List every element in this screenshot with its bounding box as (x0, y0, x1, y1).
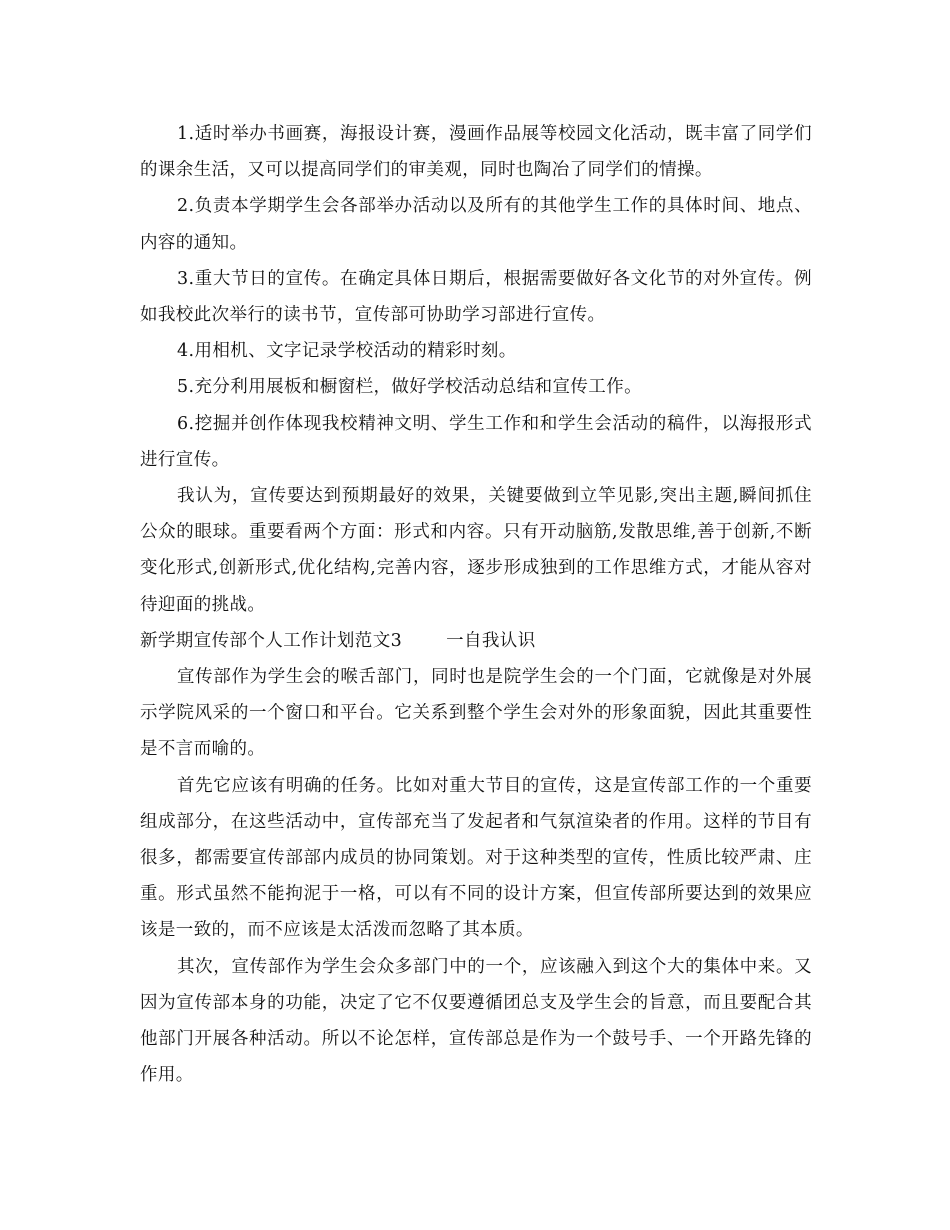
paragraph-integration: 其次，宣传部作为学生会众多部门中的一个，应该融入到这个大的集体中来。又因为宣传部本身的功能，决定了它不仅要遵循团总支及学生会的旨意，而且要配合其他部门开展各种活动。所以不论怎样，宣传部总是作为一个鼓号手、一个开路先锋的作用。 (140, 956, 812, 1086)
paragraph-item-5: 5.充分利用展板和橱窗栏，做好学校活动总结和宣传工作。 (177, 377, 642, 398)
section-heading (140, 623, 812, 659)
section-title: 新学期宣传部个人工作计划范文3 (140, 630, 403, 651)
paragraph-item-4: 4.用相机、文字记录学校活动的精彩时刻。 (177, 341, 517, 362)
paragraph-self-awareness: 宣传部作为学生会的喉舌部门，同时也是院学生会的一个门面，它就像是对外展示学院风采的一个窗口和平台。它关系到整个学生会对外的形象面貌，因此其重要性是不言而喻的。 (140, 667, 812, 760)
paragraph-tasks: 首先它应该有明确的任务。比如对重大节目的宣传，这是宣传部工作的一个重要组成部分，在这些活动中，宣传部充当了发起者和气氛渲染者的作用。这样的节目有很多，都需要宣传部部内成员的协同策划。对于这种类型的宣传，性质比较严肃、庄重。形式虽然不能拘泥于一格，可以有不同的设计方案，但宣传部所要达到的效果应该是一致的，而不应该是太活泼而忽略了其本质。 (140, 775, 812, 941)
paragraph-item-6: 6.挖掘并创作体现我校精神文明、学生工作和和学生会活动的稿件，以海报形式进行宣传。 (140, 413, 812, 470)
paragraph-opinion: 我认为，宣传要达到预期最好的效果，关键要做到立竿见影,突出主题,瞬间抓住公众的眼球。重要看两个方面：形式和内容。只有开动脑筋,发散思维,善于创新,不断变化形式,创新形式,优化结构,完善内容，逐步形成独到的工作思维方式，才能从容对待迎面的挑战。 (140, 486, 812, 615)
section-subtitle: 一自我认识 (446, 630, 536, 651)
document-page (140, 116, 812, 1093)
paragraph-item-3: 3.重大节日的宣传。在确定具体日期后，根据需要做好各文化节的对外宣传。例如我校此次举行的读书节，宣传部可协助学习部进行宣传。 (140, 268, 812, 326)
paragraph-item-1: 1.适时举办书画赛，海报设计赛，漫画作品展等校园文化活动，既丰富了同学们的课余生活，又可以提高同学们的审美观，同时也陶冶了同学们的情操。 (140, 124, 812, 181)
paragraph-item-2: 2.负责本学期学生会各部举办活动以及所有的其他学生工作的具体时间、地点、内容的通知。 (140, 196, 812, 253)
